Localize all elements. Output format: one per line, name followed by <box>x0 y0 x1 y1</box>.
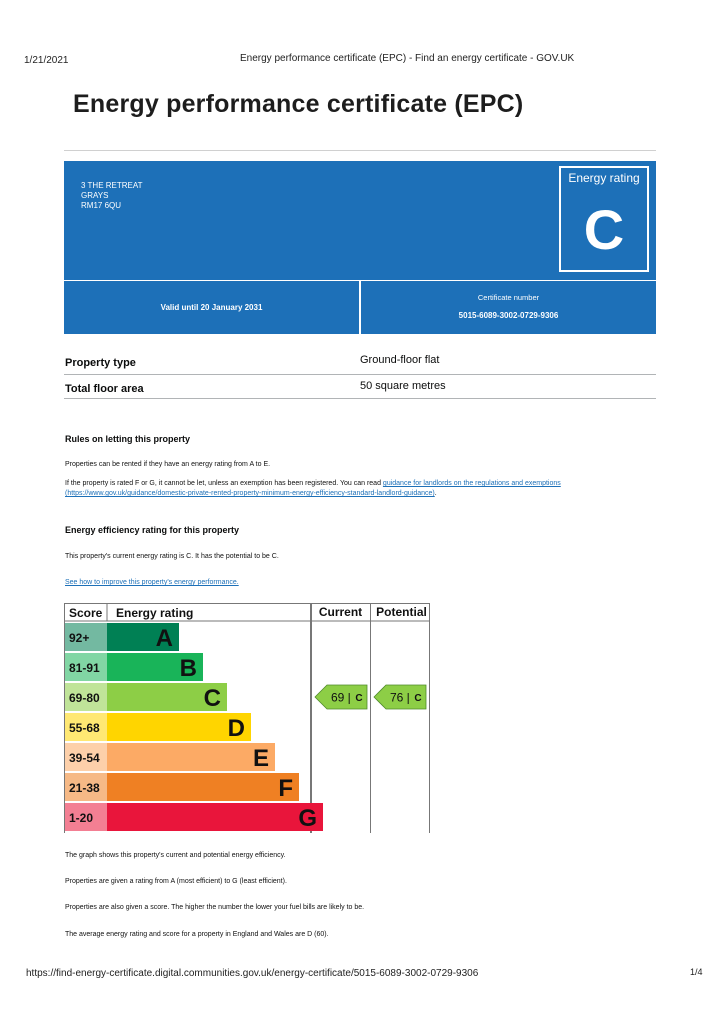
chart-header-energy-rating: Energy rating <box>116 606 194 620</box>
energy-rating-letter: C <box>583 198 625 261</box>
property-type-key: Property type <box>65 357 136 369</box>
address-line-3: RM17 6QU <box>81 201 122 210</box>
note-score: Properties are also given a score. The higher the number the lower your fuel bills are likely to be. <box>65 904 365 911</box>
property-type-row <box>64 351 656 375</box>
letting-rules-text-1: Properties can be rented if they have an energy rating from A to E. <box>65 461 271 468</box>
band-range-e: 39-54 <box>69 751 100 765</box>
page-title: Energy performance certificate (EPC) <box>73 90 524 118</box>
potential-rating-letter-label: C <box>414 693 422 704</box>
chart-potential-column <box>371 604 430 834</box>
energy-rating-label: Energy rating <box>568 171 640 185</box>
chart-header-potential: Potential <box>376 605 427 619</box>
band-letter-g: G <box>298 805 317 832</box>
floor-area-row <box>64 375 656 399</box>
letting-rules-text-2-body: If the property is rated F or G, it cannot be let, unless an exemption has been registered. You can read <box>65 480 383 487</box>
print-page-title: Energy performance certificate (EPC) - Find an energy certificate - GOV.UK <box>240 53 575 64</box>
letting-rules-text-2-end: . <box>434 490 437 497</box>
band-range-a: 92+ <box>69 631 90 645</box>
band-range-c: 69-80 <box>69 691 100 705</box>
efficiency-text: This property's current energy rating is C. It has the potential to be C. <box>65 553 279 560</box>
band-range-g: 1-20 <box>69 811 94 825</box>
certificate-number-panel <box>361 281 656 334</box>
chart-header-score: Score <box>69 606 103 620</box>
print-date: 1/21/2021 <box>24 55 69 66</box>
note-average: The average energy rating and score for a property in England and Wales are D (60). <box>65 931 329 938</box>
chart-header-current: Current <box>318 605 363 619</box>
chart-bands <box>65 623 323 832</box>
band-bar-e <box>107 743 275 771</box>
energy-rating-box <box>559 166 649 272</box>
energy-rating-chart <box>64 603 436 833</box>
band-letter-d: D <box>227 715 245 742</box>
note-rating-scale: Properties are given a rating from A (most efficient) to G (least efficient). <box>65 878 287 885</box>
improve-performance-link[interactable]: See how to improve this property's energy performance. <box>65 579 239 586</box>
letting-rules-heading: Rules on letting this property <box>65 434 191 444</box>
landlord-guidance-url[interactable]: (https://www.gov.uk/guidance/domestic-private-rented-property-minimum-energy-efficiency-standard-landlord-guidance) <box>65 490 435 497</box>
band-bar-f <box>107 773 299 801</box>
potential-rating-score-label: 76 | <box>390 690 410 705</box>
band-letter-f: F <box>278 775 293 802</box>
current-rating-letter-label: C <box>355 693 363 704</box>
efficiency-heading: Energy efficiency rating for this property <box>65 525 240 535</box>
valid-until: Valid until 20 January 2031 <box>160 303 263 312</box>
band-range-f: 21-38 <box>69 781 100 795</box>
property-type-value: Ground-floor flat <box>360 354 440 366</box>
band-range-b: 81-91 <box>69 661 100 675</box>
band-letter-c: C <box>203 685 221 712</box>
band-bar-g <box>107 803 323 831</box>
certificate-number-label: Certificate number <box>477 293 540 302</box>
property-address <box>81 181 143 211</box>
letting-rules-text-2 <box>65 479 635 499</box>
print-footer-url: https://find-energy-certificate.digital.communities.gov.uk/energy-certificate/5015-6089-3002-0729-9306 <box>26 968 479 979</box>
band-range-d: 55-68 <box>69 721 100 735</box>
current-rating-score-label: 69 | <box>331 690 351 705</box>
band-letter-b: B <box>179 655 197 682</box>
print-page-number: 1/4 <box>690 967 703 977</box>
floor-area-key: Total floor area <box>65 383 144 395</box>
floor-area-value: 50 square metres <box>360 380 446 392</box>
chart-current-column <box>312 604 371 834</box>
band-letter-e: E <box>252 745 269 772</box>
certificate-number: 5015-6089-3002-0729-9306 <box>458 311 559 320</box>
address-line-2: GRAYS <box>81 191 109 200</box>
address-line-1: 3 THE RETREAT <box>81 181 143 190</box>
band-letter-a: A <box>155 625 173 652</box>
validity-panel <box>64 281 359 334</box>
landlord-guidance-link[interactable]: guidance for landlords on the regulations and exemptions <box>382 480 561 487</box>
title-divider <box>64 150 656 151</box>
note-graph: The graph shows this property's current and potential energy efficiency. <box>65 852 286 859</box>
